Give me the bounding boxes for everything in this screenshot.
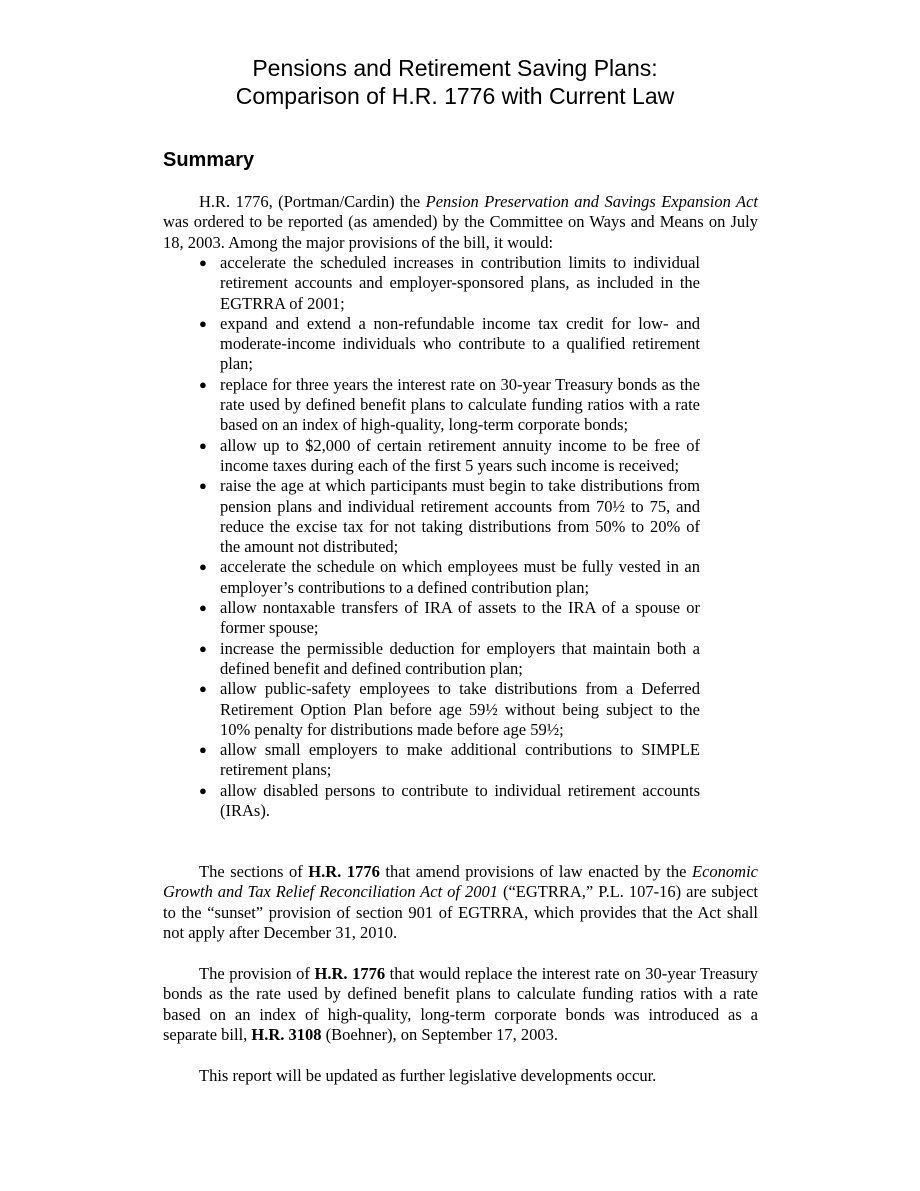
- list-item: [197, 740, 700, 781]
- sunset-text-3: (“EGTRRA,” P.L. 107-16) are subject to the “sunset” provision of section 901 of EGTRRA, which provides that the Act shall not apply after December 31, 2010.: [163, 882, 758, 942]
- list-item: [197, 375, 700, 436]
- list-item-text: accelerate the scheduled increases in contribution limits to individual retirement accounts and employer-sponsored plans, as included in the EGTRRA of 2001;: [220, 253, 700, 313]
- list-item: [197, 314, 700, 375]
- intro-text-1: H.R. 1776, (Portman/Cardin) the: [199, 192, 426, 211]
- bill-number: H.R. 1776: [314, 964, 386, 983]
- separate-text-1: The provision of: [199, 964, 315, 983]
- separate-text-3: (Boehner), on September 17, 2003.: [321, 1024, 558, 1044]
- list-item: [197, 781, 700, 822]
- sunset-text-2: that amend provisions of law enacted by the: [379, 862, 693, 881]
- list-item: [197, 557, 700, 598]
- list-item-text: allow up to $2,000 of certain retirement annuity income to be free of income taxes during each of the first 5 years such income is received;: [220, 435, 700, 475]
- sunset-text-1: The sections of: [199, 862, 309, 881]
- sunset-paragraph: [163, 862, 758, 943]
- bullet-icon: ●: [199, 315, 207, 331]
- bullet-icon: ●: [199, 478, 207, 494]
- bullet-icon: ●: [199, 600, 207, 616]
- title-line-1: Pensions and Retirement Saving Plans:: [252, 55, 658, 81]
- list-item: [197, 639, 700, 680]
- separate-text-2: that would replace the interest rate on 30-year Treasury bonds as the rate used by defined benefit plans to calculate funding ratios with a rate based on an index of high-quality, long-term corporate bonds was introduced as a separate bill,: [163, 964, 759, 1044]
- list-item: [197, 436, 700, 477]
- list-item: [197, 476, 700, 557]
- intro-text-2: was ordered to be reported (as amended) by the Committee on Ways and Means on July 18, 2003. Among the major provisions of the bill, it would:: [163, 212, 758, 252]
- list-item-text: allow public-safety employees to take distributions from a Deferred Retirement Option Plan before age 59½ without being subject to the 10% penalty for distributions made before age 59½;: [220, 679, 700, 739]
- intro-paragraph: [163, 192, 758, 253]
- bullet-icon: ●: [199, 437, 207, 453]
- list-item-text: expand and extend a non-refundable income tax credit for low- and moderate-income individuals who contribute to a qualified retirement plan;: [220, 313, 700, 374]
- list-item-text: allow disabled persons to contribute to individual retirement accounts (IRAs).: [220, 780, 700, 821]
- document-title: [0, 54, 910, 110]
- list-item-text: raise the age at which participants must begin to take distributions from pension plans and individual retirement accounts from 70½ to 75, and reduce the excise tax for not taking distributions from 50% to 20% of the amount not distributed;: [220, 476, 700, 557]
- bullet-icon: ●: [199, 742, 207, 758]
- list-item-text: increase the permissible deduction for employers that maintain both a defined benefit and defined contribution plan;: [220, 638, 700, 678]
- bullet-icon: ●: [199, 376, 207, 392]
- act-name: Pension Preservation and Savings Expansion Act: [425, 192, 758, 211]
- list-item: [197, 598, 700, 639]
- list-item-text: accelerate the schedule on which employees must be fully vested in an employer’s contributions to a defined contribution plan;: [220, 557, 700, 597]
- egtrra-act-name: Economic Growth and Tax Relief Reconciliation Act of 2001: [163, 862, 759, 902]
- list-item: [197, 253, 700, 314]
- bullet-icon: ●: [199, 681, 207, 697]
- provisions-list: [197, 253, 700, 821]
- update-note: This report will be updated as further legislative developments occur.: [199, 1066, 657, 1085]
- list-item-text: allow nontaxable transfers of IRA of assets to the IRA of a spouse or former spouse;: [220, 598, 700, 638]
- title-line-2: Comparison of H.R. 1776 with Current Law: [235, 83, 675, 109]
- list-item: [197, 679, 700, 740]
- bill-number: H.R. 1776: [308, 862, 380, 881]
- bullet-icon: ●: [199, 559, 207, 575]
- bullet-icon: ●: [199, 255, 207, 270]
- summary-heading: Summary: [163, 149, 255, 171]
- list-item-text: replace for three years the interest rate on 30-year Treasury bonds as the rate used by defined benefit plans to calculate funding ratios with a rate based on an index of high-quality, long-term corporate bonds;: [220, 374, 700, 435]
- bullet-icon: ●: [199, 640, 207, 656]
- second-bill-number: H.R. 3108: [251, 1024, 322, 1044]
- list-item-text: allow small employers to make additional contributions to SIMPLE retirement plans;: [220, 740, 700, 780]
- bullet-icon: ●: [199, 782, 207, 798]
- separate-bill-paragraph: [163, 964, 758, 1045]
